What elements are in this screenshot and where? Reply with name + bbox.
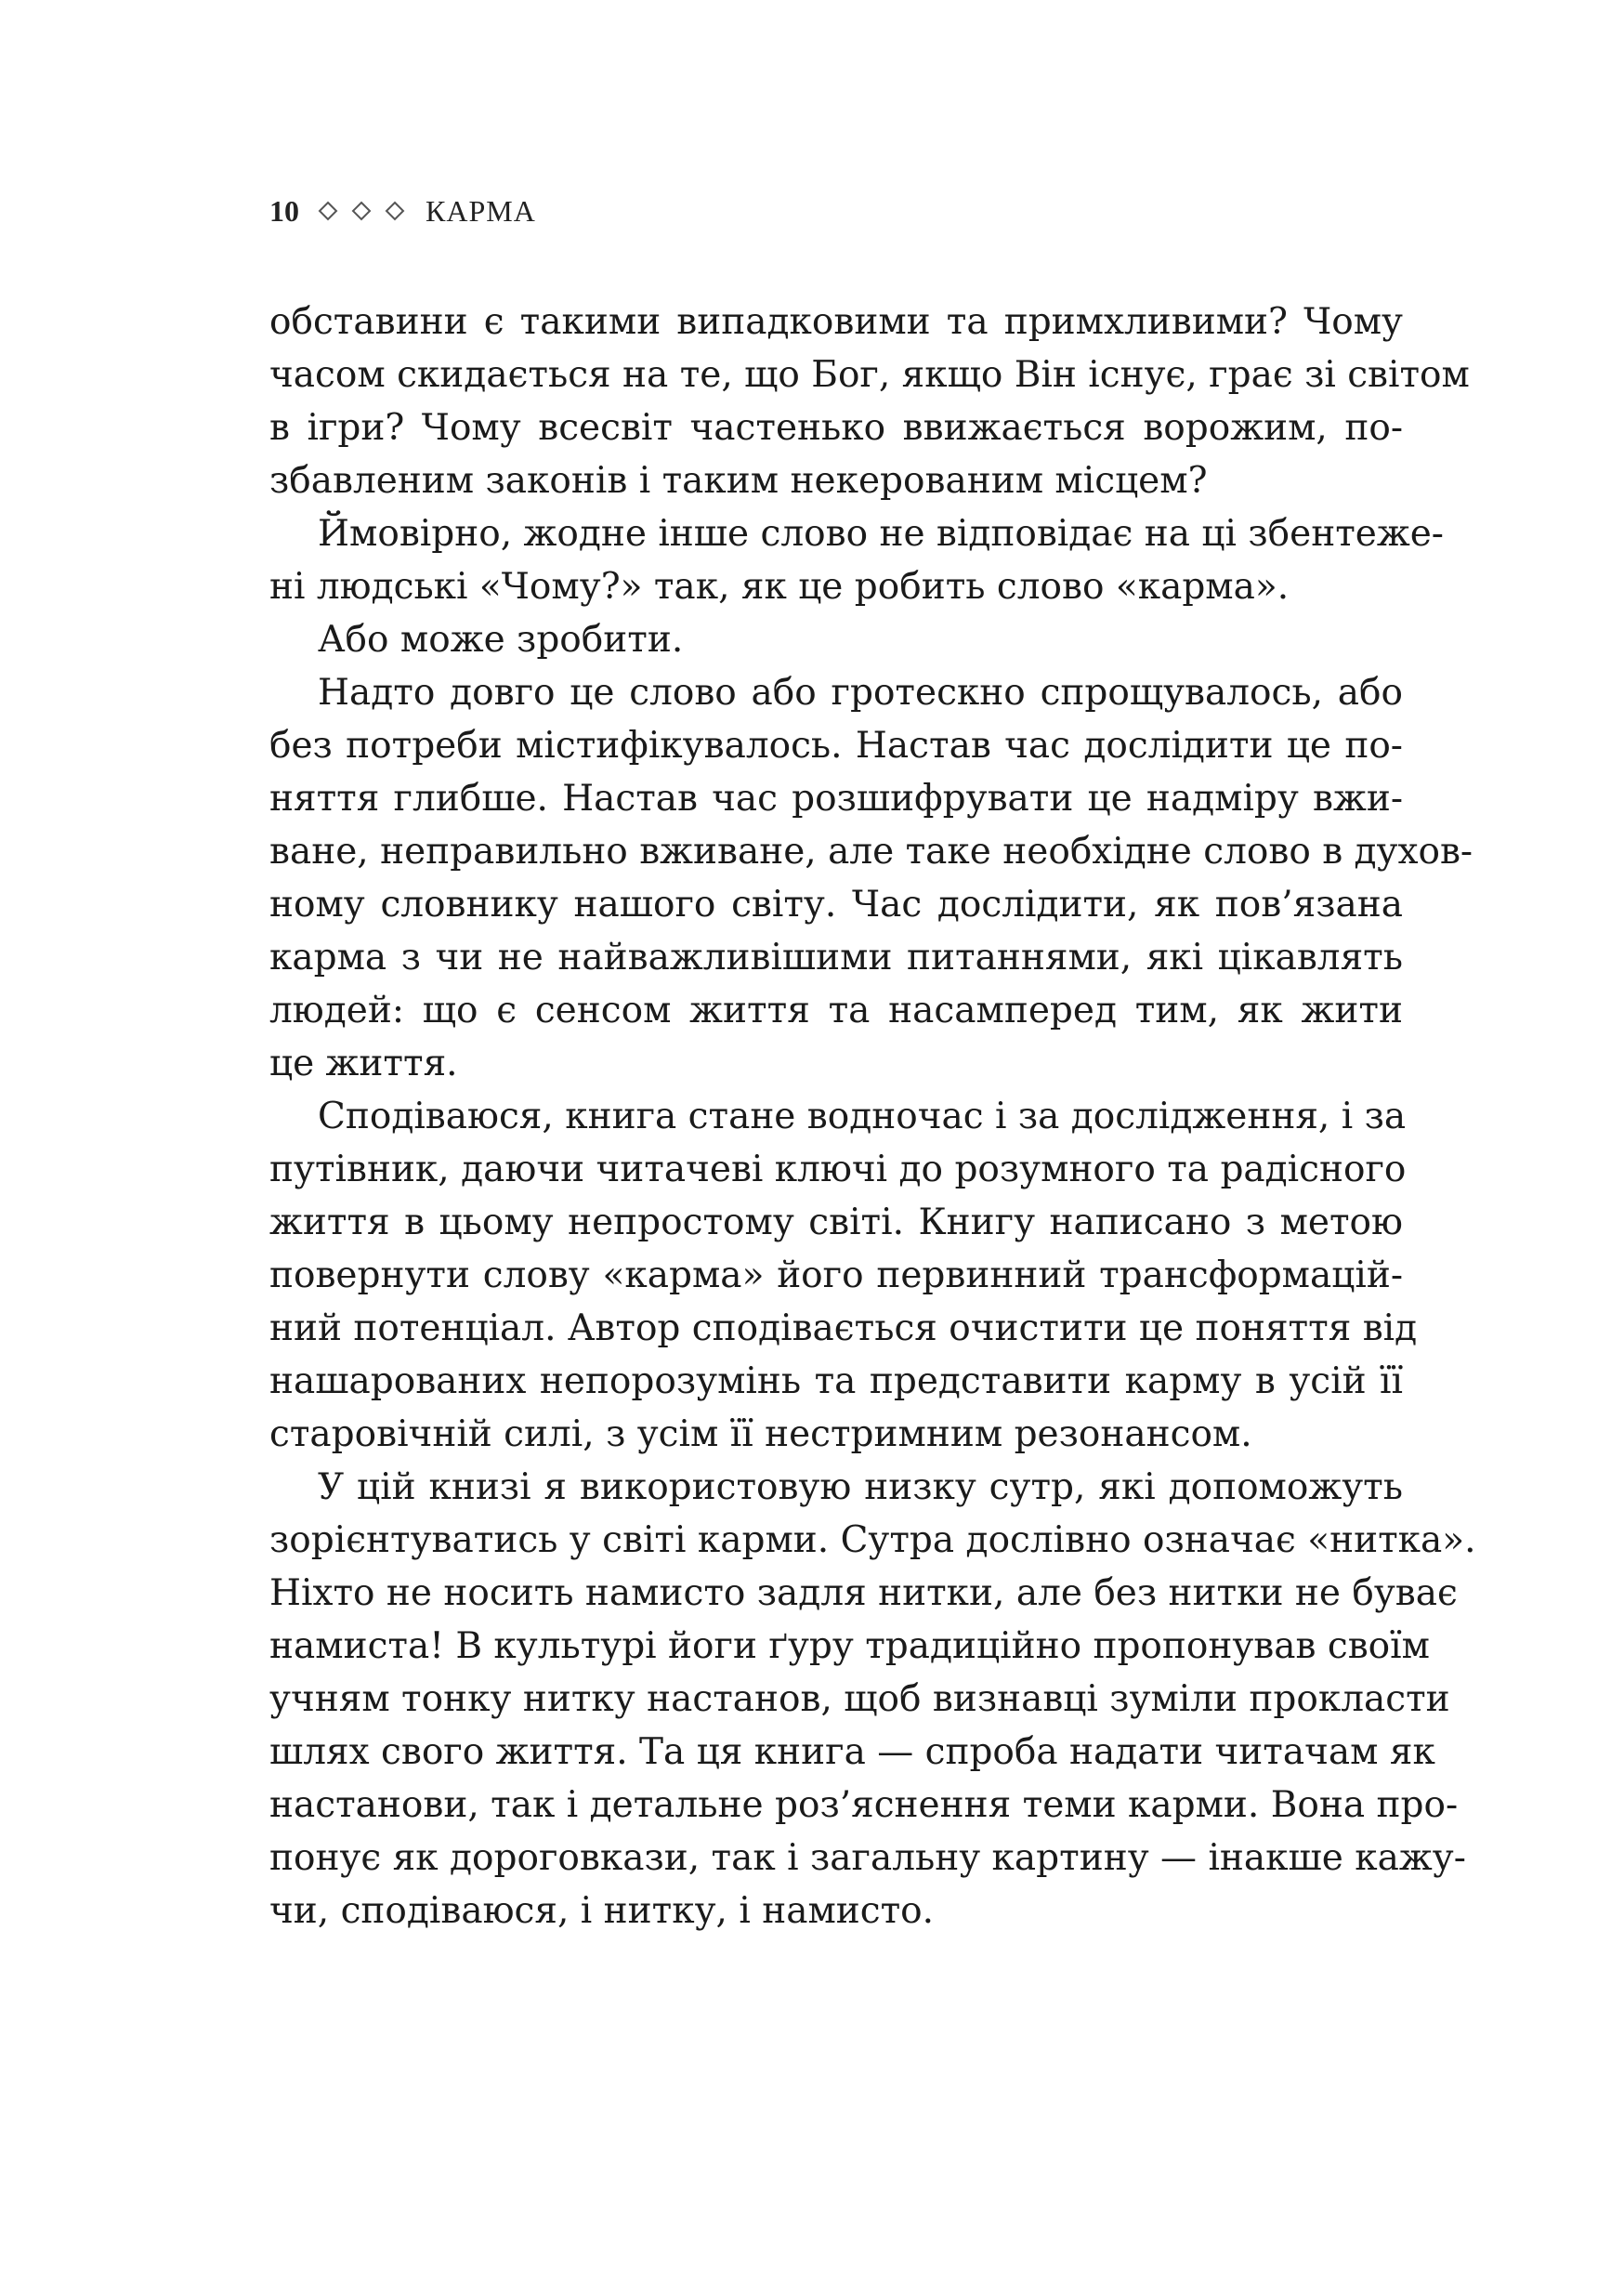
page-number: 10 <box>269 193 299 228</box>
text-line: Або може зробити. <box>318 619 684 661</box>
running-head <box>269 190 536 231</box>
text-line: ному словнику нашого світу. Час дослідити, як пов’язана <box>269 884 1403 926</box>
text-line: нашарованих непорозумінь та представити карму в усій її <box>269 1360 1403 1402</box>
text-line: Ймовірно, жодне інше слово не відповідає на ці збентеже- <box>318 513 1444 555</box>
text-line: повернути слову «карма» його первинний трансформацій- <box>269 1254 1403 1296</box>
text-line: ний потенціал. Автор сподівається очистити це поняття від <box>269 1307 1418 1349</box>
three-diamonds-ornament-icon <box>318 201 407 221</box>
text-line: намиста! В культурі йоги ґуру традиційно пропонував своїм <box>269 1625 1430 1667</box>
text-line: збавленим законів і таким некерованим місцем? <box>269 460 1208 502</box>
text-line: карма з чи не найважливішими питаннями, які цікавлять <box>269 937 1403 978</box>
text-line: понує як дороговкази, так і загальну картину — інакше кажу- <box>269 1837 1466 1879</box>
paragraph-3 <box>269 613 1403 666</box>
text-line: няття глибше. Настав час розшифрувати це надміру вжи- <box>269 778 1403 820</box>
text-line: У цій книзі я використовую низку сутр, які допоможуть <box>318 1466 1403 1508</box>
text-line: Ніхто не носить намисто задля нитки, але без нитки не буває <box>269 1572 1458 1614</box>
text-line: це життя. <box>269 1043 458 1084</box>
text-line: ні людські «Чому?» так, як це робить слово «карма». <box>269 566 1290 608</box>
text-line: в ігри? Чому всесвіт частенько ввижається ворожим, по- <box>269 407 1403 449</box>
body-text <box>269 295 1476 1937</box>
text-line: часом скидається на те, що Бог, якщо Він існує, грає зі світом <box>269 354 1470 396</box>
text-line: життя в цьому непростому світі. Книгу написано з метою <box>269 1202 1403 1243</box>
text-line: учням тонку нитку настанов, щоб визнавці зуміли прокласти <box>269 1678 1450 1720</box>
text-line: чи, сподіваюся, і нитку, і намисто. <box>269 1890 935 1932</box>
text-line: настанови, так і детальне роз’яснення теми карми. Вона про- <box>269 1784 1459 1826</box>
text-line: обставини є такими випадковими та примхливими? Чому <box>269 301 1403 343</box>
paragraph-5 <box>269 1090 1418 1461</box>
paragraph-6 <box>269 1461 1476 1937</box>
text-line: старовічній силі, з усім її нестримним резонансом. <box>269 1413 1252 1455</box>
text-line: зорієнтуватись у світі карми. Сутра дослівно означає «нитка». <box>269 1519 1476 1561</box>
text-line: Надто довго це слово або гротескно спрощувалось, або <box>318 672 1403 714</box>
text-line: путівник, даючи читачеві ключі до розумного та радісного <box>269 1149 1407 1190</box>
paragraph-2 <box>269 507 1444 613</box>
running-title: КАРМА <box>426 193 536 228</box>
paragraph-4 <box>269 666 1473 1090</box>
text-line: людей: що є сенсом життя та насамперед тим, як жити <box>269 990 1403 1031</box>
paragraph-1 <box>269 295 1470 507</box>
text-line: шлях свого життя. Та ця книга — спроба надати читачам як <box>269 1731 1435 1773</box>
text-line: без потреби містифікувалось. Настав час дослідити це по- <box>269 725 1403 767</box>
text-line: ване, неправильно вживане, але таке необхідне слово в духов- <box>269 831 1473 873</box>
text-line: Сподіваюся, книга стане водночас і за дослідження, і за <box>318 1096 1407 1137</box>
